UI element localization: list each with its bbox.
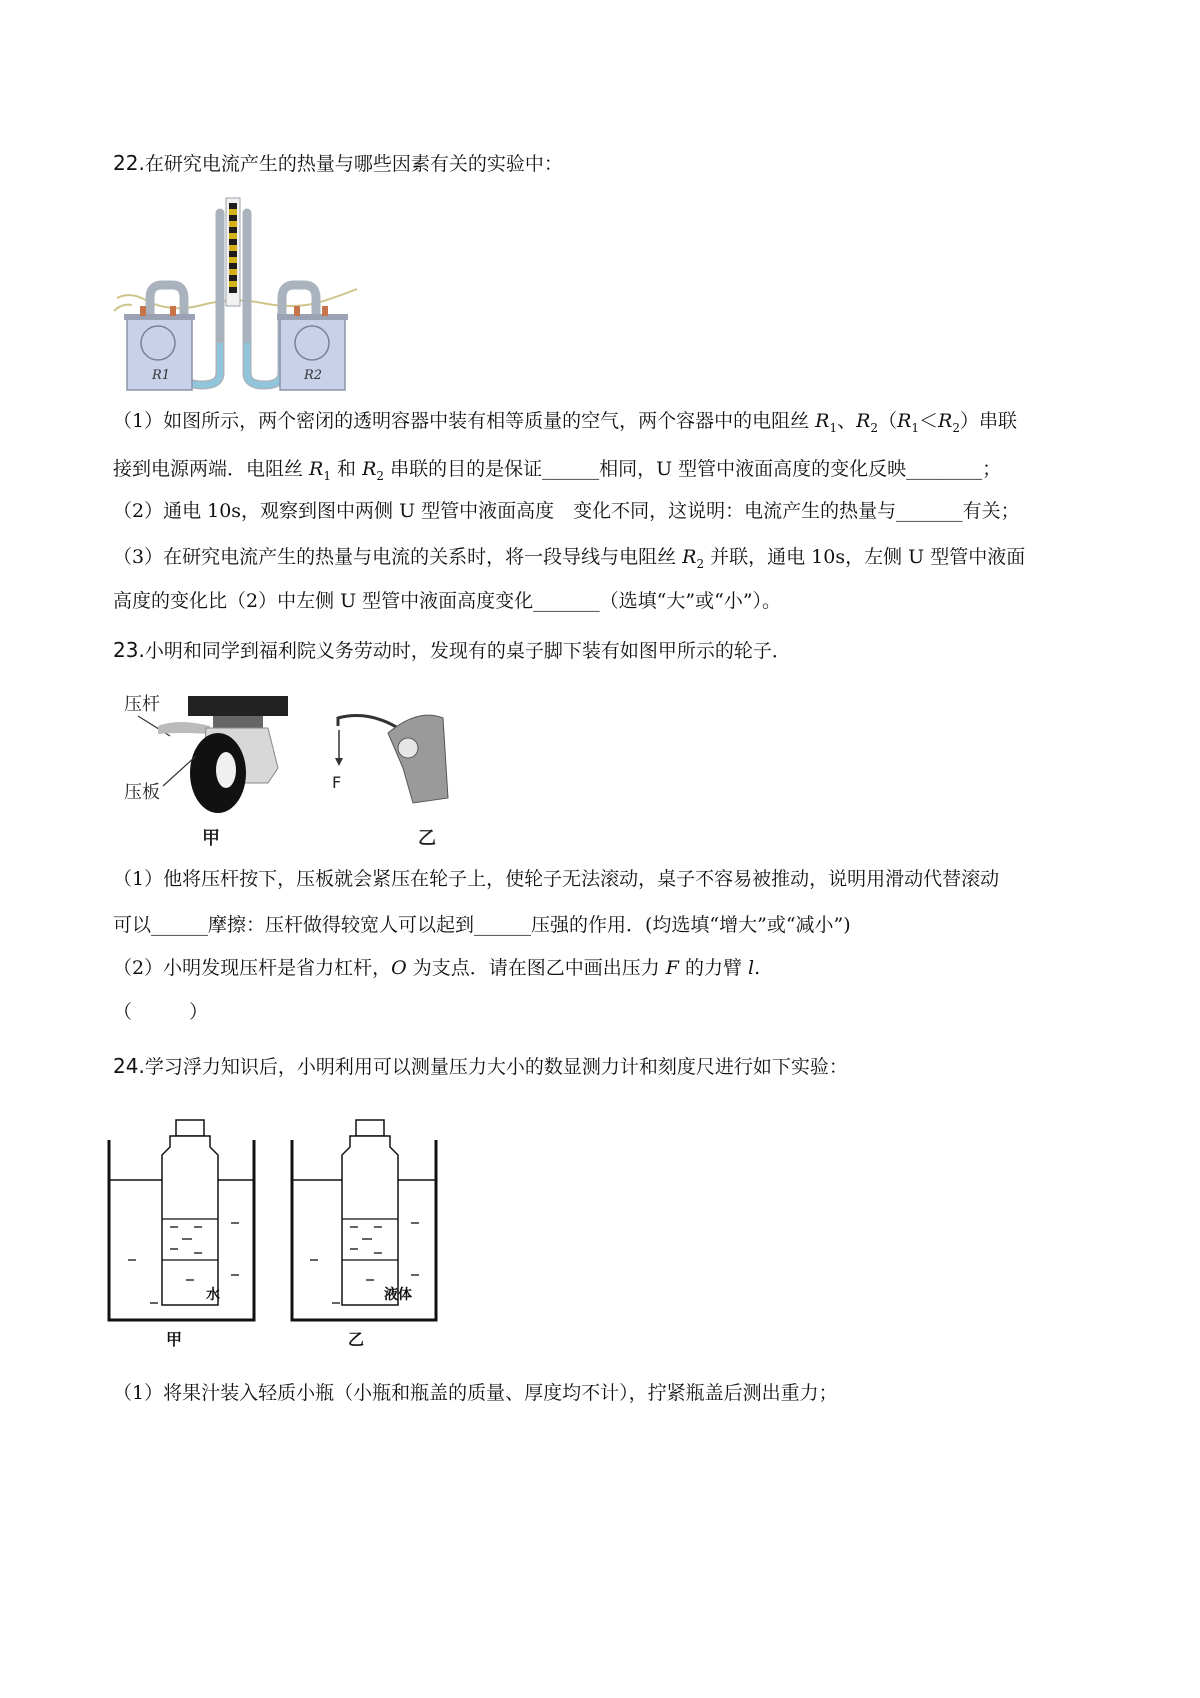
- var-r: R: [362, 458, 377, 480]
- q24-figure-bottle-in-containers: [106, 1115, 446, 1350]
- wire-left-end: [114, 305, 132, 311]
- var-r: R: [815, 410, 830, 432]
- text: .: [754, 957, 761, 979]
- q22-title: [113, 150, 563, 177]
- q22-part2: （2）通电 10s，观察到图中两侧 U 型管中液面高度 变化不同，这说明：电流产生的热量与_______有关；: [113, 500, 1020, 522]
- q23-number: 23.: [113, 638, 145, 662]
- var-r: R: [682, 546, 697, 568]
- text: ＜: [919, 410, 939, 432]
- caption-b: 乙: [348, 1330, 365, 1349]
- text: （2）小明发现压杆是省力杠杆，: [113, 957, 392, 979]
- var-r: R: [309, 458, 324, 480]
- text: ）串联: [960, 410, 1018, 432]
- q23-title: [113, 637, 791, 664]
- text: 、: [837, 410, 857, 432]
- sub: 2: [952, 420, 960, 435]
- caster-top-plate: [188, 696, 288, 716]
- var-r: R: [938, 410, 953, 432]
- q22-number: 22.: [113, 151, 145, 175]
- caster-side: [388, 715, 448, 803]
- q24-number: 24.: [113, 1054, 145, 1078]
- sub: 2: [870, 420, 879, 435]
- sub: 1: [323, 468, 331, 483]
- text: （1）如图所示，两个密闭的透明容器中装有相等质量的空气，两个容器中的电阻丝: [113, 410, 816, 432]
- container-b: [292, 1120, 436, 1320]
- label-plate: 压板: [124, 782, 160, 803]
- var-o: O: [391, 957, 407, 979]
- q22-part1-line2: [113, 456, 1001, 489]
- caption-b: 乙: [418, 828, 436, 849]
- text: 为支点．请在图乙中画出压力: [406, 957, 666, 979]
- caption-a: 甲: [202, 828, 220, 849]
- q22-part3-line2: 高度的变化比（2）中左侧 U 型管中液面高度变化_______（选填“大”或“小”）。: [113, 590, 782, 612]
- q23-part1-line1: （1）他将压杆按下，压板就会紧压在轮子上，使轮子无法滚动，桌子不容易被推动，说明用滑动代替滚动: [113, 868, 1000, 890]
- text: （: [878, 410, 898, 432]
- q22-title-text: 在研究电流产生的热量与哪些因素有关的实验中：: [144, 153, 563, 175]
- q23-part2: [113, 955, 760, 981]
- q24-part1: （1）将果汁装入轻质小瓶（小瓶和瓶盖的质量、厚度均不计），拧紧瓶盖后测出重力；: [113, 1382, 838, 1404]
- text: 接到电源两端．电阻丝: [113, 458, 310, 480]
- var-f: F: [665, 957, 679, 979]
- q24-title: [113, 1053, 848, 1080]
- q23-title-text: 小明和同学到福利院义务劳动时，发现有的桌子脚下装有如图甲所示的轮子．: [144, 640, 791, 662]
- caption-a: 甲: [166, 1330, 183, 1349]
- label-liquid: 液体: [384, 1287, 412, 1303]
- container-a: [109, 1120, 254, 1320]
- q23-part1-line2: 可以______摩擦：压杆做得较宽人可以起到______压强的作用．(均选填“增大”或“减小”): [113, 914, 851, 936]
- q24-title-text: 学习浮力知识后，小明利用可以测量压力大小的数显测力计和刻度尺进行如下实验：: [144, 1056, 848, 1078]
- var-r: R: [856, 410, 871, 432]
- var-r: R: [897, 410, 912, 432]
- text: 并联，通电 10s，左侧 U 型管中液面: [704, 546, 1026, 568]
- q23-answer-bracket: （ ）: [113, 1001, 209, 1023]
- text: 和: [331, 458, 363, 480]
- r2-label: R2: [304, 368, 323, 383]
- label-lever: 压杆: [124, 694, 160, 715]
- sub: 2: [696, 556, 705, 571]
- label-f: F: [332, 773, 342, 792]
- q23-figure-caster-wheel: [118, 688, 458, 853]
- q22-part3-line1: [113, 544, 1025, 577]
- r1-label: R1: [152, 368, 171, 383]
- text: 串联的目的是保证______相同，U 型管中液面高度的变化反映________；: [384, 458, 1002, 480]
- text: （3）在研究电流产生的热量与电流的关系时，将一段导线与电阻丝: [113, 546, 683, 568]
- q22-part1-line1: [113, 408, 1017, 441]
- var-l: l: [748, 957, 755, 979]
- sub: 1: [911, 420, 920, 435]
- sub: 2: [376, 468, 385, 483]
- label-water: 水: [206, 1287, 220, 1303]
- q22-figure-u-tube-apparatus: [112, 193, 362, 393]
- text: 的力臂: [678, 957, 749, 979]
- sub: 1: [829, 420, 838, 435]
